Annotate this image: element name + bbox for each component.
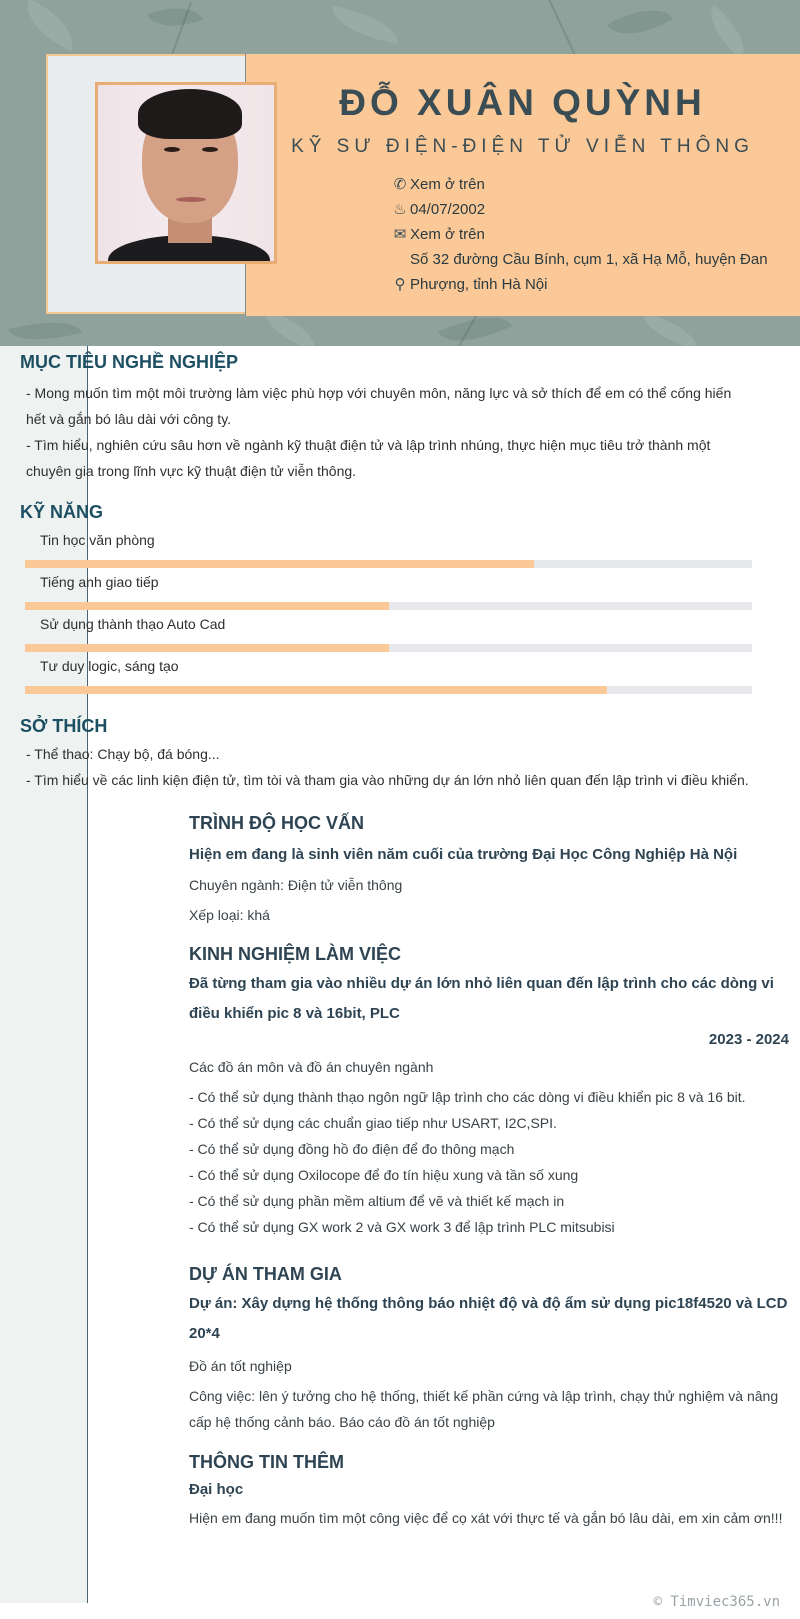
experience-section [189, 944, 789, 1240]
skill-item [25, 658, 752, 694]
objective-text: - Mong muốn tìm một môi trường làm việc phù hợp với chuyên môn, năng lực và sở thích để em có thể cống hiến hết và gắn bó lâu dài với công ty. [26, 385, 732, 427]
experience-line: - Có thể sử dụng đồng hồ đo điện để đo thông mạch [189, 1141, 515, 1157]
project-description: Công việc: lên ý tưởng cho hệ thống, thiết kế phần cứng và lập trình, chạy thử nghiệm và nâng cấp hệ thống cảnh báo. Báo cáo đồ án tốt nghiệp [189, 1388, 779, 1430]
objective-text-2: - Tìm hiểu, nghiên cứu sâu hơn về ngành kỹ thuật điện tử và lập trình nhúng, thực hiện mục tiêu trở thành một chuyên gia trong lĩnh vực kỹ thuật điện tử viễn thông. [26, 437, 711, 479]
decor-branch [545, 0, 576, 57]
education-major: Chuyên ngành: Điện tử viễn thông [189, 877, 403, 893]
experience-title: Đã từng tham gia vào nhiều dự án lớn nhỏ liên quan đến lập trình cho các dòng vi điều khiển pic 8 và 16bit, PLC [189, 975, 774, 1022]
contact-birthday: ♨ 04/07/2002 [390, 197, 770, 222]
objective-heading: MỤC TIÊU NGHỀ NGHIỆP [20, 352, 239, 372]
experience-line: - Có thể sử dụng các chuẩn giao tiếp như USART, I2C,SPI. [189, 1115, 557, 1131]
contact-phone: ✆ Xem ở trên [390, 172, 770, 197]
skill-label: Sử dụng thành thạo Auto Cad [40, 616, 226, 632]
experience-line: - Có thể sử dụng phần mềm altium để vẽ và thiết kế mạch in [189, 1193, 565, 1209]
envelope-icon: ✉ [393, 226, 407, 243]
skill-bar [25, 602, 752, 610]
decor-leaf [8, 311, 81, 346]
skill-fill [25, 686, 607, 694]
experience-line: - Có thể sử dụng GX work 2 và GX work 3 để lập trình PLC mitsubisi [189, 1219, 615, 1235]
contact-email: ✉ Xem ở trên [390, 222, 770, 247]
decor-leaf [147, 0, 202, 37]
education-school: Hiện em đang là sinh viên năm cuối của trường Đại Học Công Nghiệp Hà Nội [189, 846, 738, 863]
candidate-name: ĐỖ XUÂN QUỲNH [339, 82, 706, 123]
skill-bar [25, 686, 752, 694]
phone-icon: ✆ [393, 176, 407, 193]
hobby-line: - Thể thao: Chạy bộ, đá bóng... [26, 746, 220, 762]
header-banner [0, 0, 800, 346]
projects-section [189, 1264, 789, 1435]
skill-fill [25, 644, 389, 652]
experience-line: - Có thể sử dụng Oxilocope để đo tín hiệu xung và tần số xung [189, 1167, 579, 1183]
skill-fill [25, 602, 389, 610]
additional-heading: THÔNG TIN THÊM [189, 1452, 344, 1472]
decor-leaf [638, 313, 702, 346]
decor-leaf [607, 0, 673, 49]
decor-leaf [699, 5, 757, 59]
experience-date: 2023 - 2024 [708, 1031, 789, 1048]
education-rank: Xếp loại: khá [189, 907, 270, 923]
map-marker-icon: ⚲ [394, 276, 406, 293]
additional-subheading: Đại học [189, 1481, 244, 1498]
hobbies-heading: SỞ THÍCH [20, 716, 108, 736]
experience-subtitle: Các đồ án môn và đồ án chuyên ngành [189, 1059, 434, 1075]
footer-copyright: © Timviec365.vn [653, 1594, 780, 1610]
candidate-title: KỸ SƯ ĐIỆN-ĐIỆN TỬ VIỄN THÔNG [291, 136, 754, 157]
skill-item [25, 616, 752, 652]
project-type: Đồ án tốt nghiệp [189, 1358, 292, 1374]
skill-label: Tư duy logic, sáng tạo [40, 658, 179, 674]
education-heading: TRÌNH ĐỘ HỌC VẤN [189, 813, 364, 833]
projects-heading: DỰ ÁN THAM GIA [189, 1264, 342, 1284]
skill-bar [25, 560, 752, 568]
contact-address: ⚲ Số 32 đường Cầu Bính, cụm 1, xã Hạ Mỗ, huyện Đan Phượng, tỉnh Hà Nội [390, 247, 770, 297]
skill-label: Tin học văn phòng [40, 532, 155, 548]
skill-fill [25, 560, 534, 568]
skill-bar [25, 644, 752, 652]
additional-text: Hiện em đang muốn tìm một công việc để cọ xát với thực tế và gắn bó lâu dài, em xin cảm ơn!!! [189, 1510, 783, 1526]
contact-list [390, 172, 770, 297]
skill-item [25, 574, 752, 610]
birthday-cake-icon: ♨ [393, 201, 407, 218]
additional-section [189, 1452, 789, 1531]
hobby-line: - Tìm hiểu về các linh kiện điện tử, tìm tòi và tham gia vào những dự án lớn nhỏ liên quan đến lập trình vi điều khiển. [26, 772, 749, 788]
education-section [189, 813, 789, 928]
experience-heading: KINH NGHIỆM LÀM VIỆC [189, 944, 402, 964]
skills-heading: KỸ NĂNG [20, 502, 104, 522]
project-title: Dự án: Xây dựng hệ thống thông báo nhiệt độ và độ ẩm sử dụng pic18f4520 và LCD 20*4 [189, 1295, 788, 1342]
decor-leaf [16, 0, 83, 51]
skill-item [25, 532, 752, 568]
experience-line: - Có thể sử dụng thành thạo ngôn ngữ lập trình cho các dòng vi điều khiển pic 8 và 16 bit. [189, 1089, 746, 1105]
skill-label: Tiếng anh giao tiếp [40, 574, 159, 590]
decor-leaf [328, 6, 401, 44]
